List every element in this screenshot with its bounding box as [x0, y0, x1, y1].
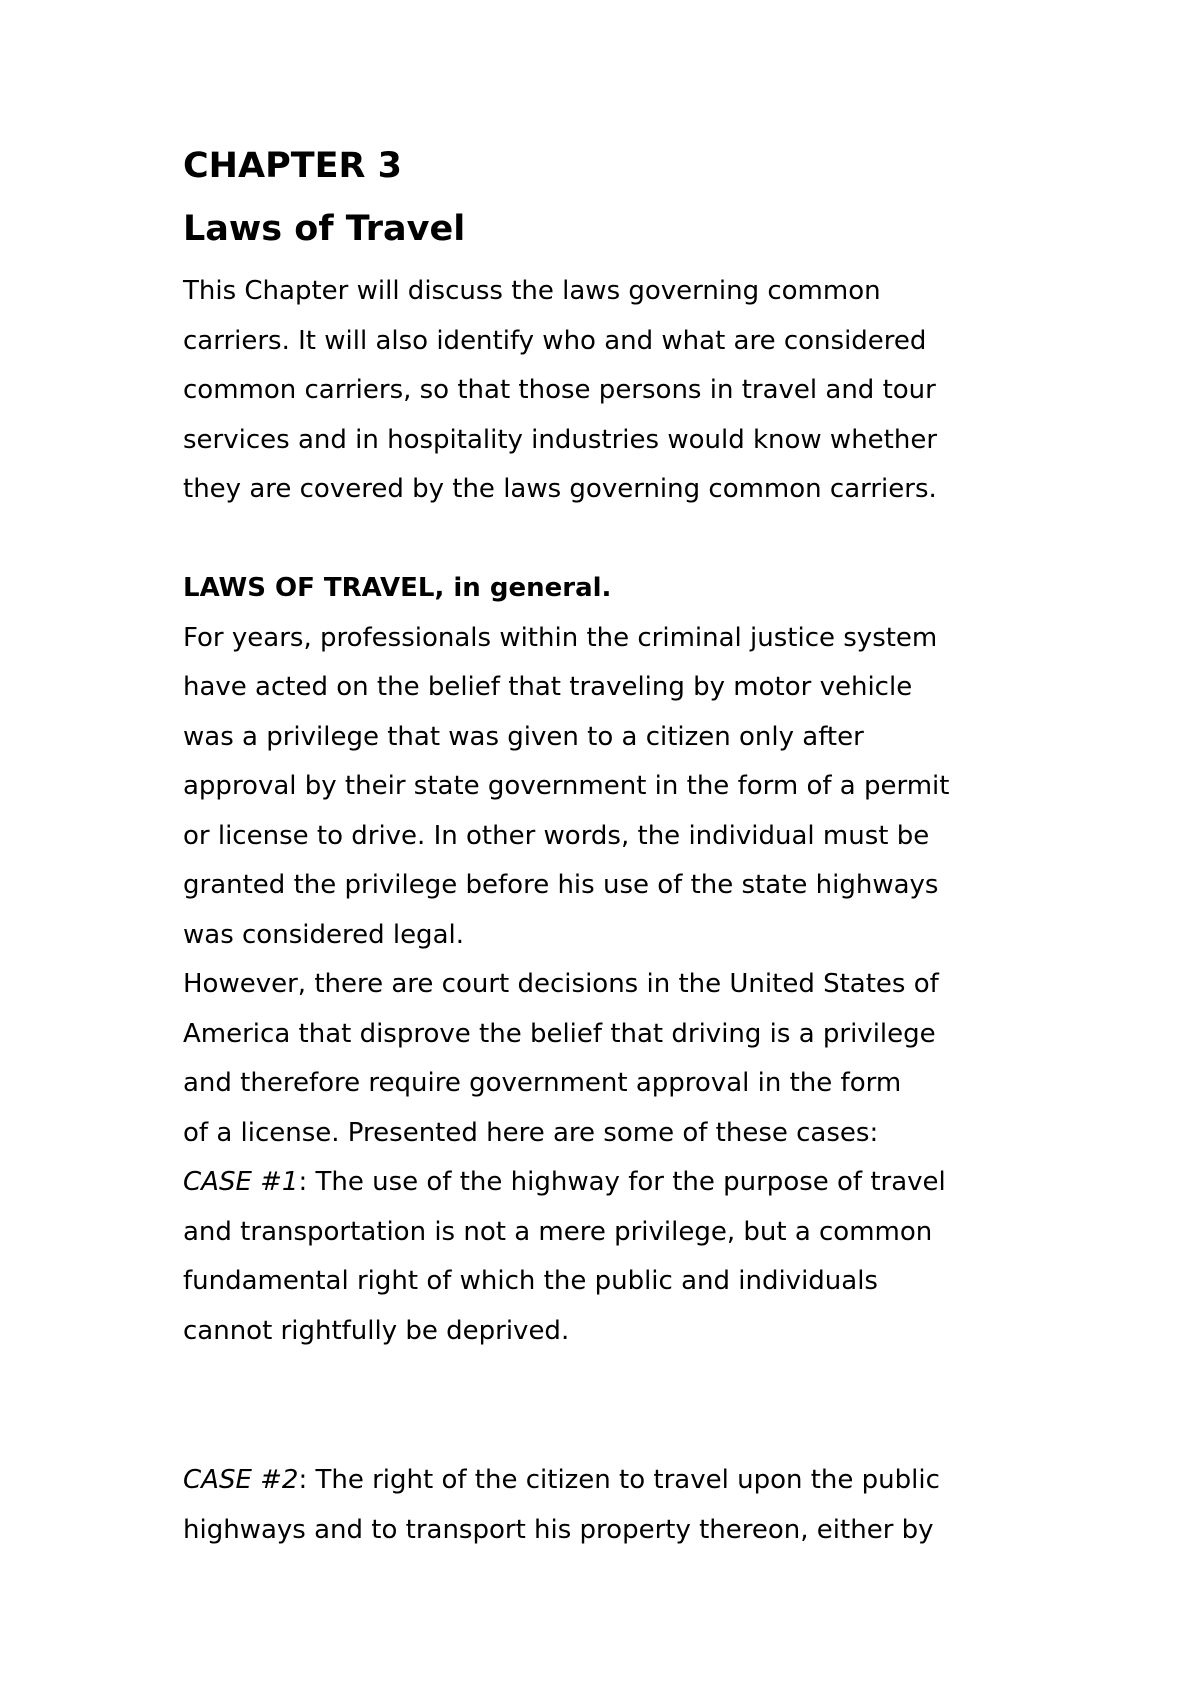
case-2-first-line: [183, 1467, 940, 1493]
body-line: was considered legal.: [183, 920, 464, 950]
intro-line: common carriers, so that those persons in travel and tour: [183, 375, 936, 405]
case-1-label: CASE #1: [183, 1167, 299, 1197]
body-line: and therefore require government approval in the form: [183, 1068, 902, 1098]
body-line: was a privilege that was given to a citizen only after: [183, 722, 864, 752]
section-heading: LAWS OF TRAVEL, in general.: [183, 573, 612, 603]
case-1-line: cannot rightfully be deprived.: [183, 1316, 570, 1346]
body-line: America that disprove the belief that driving is a privilege: [183, 1019, 936, 1049]
case-1-first-line: [183, 1169, 946, 1195]
body-line: have acted on the belief that traveling by motor vehicle: [183, 672, 913, 702]
body-line: approval by their state government in the form of a permit: [183, 771, 950, 801]
case-2-label: CASE #2: [183, 1465, 299, 1495]
case-2-text: : The right of the citizen to travel upon the public: [298, 1465, 940, 1495]
intro-line: they are covered by the laws governing common carriers.: [183, 474, 937, 504]
case-1-line: and transportation is not a mere privilege, but a common: [183, 1217, 933, 1247]
body-line: For years, professionals within the criminal justice system: [183, 623, 938, 653]
case-2-line: highways and to transport his property thereon, either by: [183, 1515, 934, 1545]
body-line: However, there are court decisions in the United States of: [183, 969, 939, 999]
case-1-text: : The use of the highway for the purpose of travel: [298, 1167, 946, 1197]
body-line: of a license. Presented here are some of these cases:: [183, 1118, 879, 1148]
intro-line: services and in hospitality industries would know whether: [183, 425, 938, 455]
body-line: granted the privilege before his use of the state highways: [183, 870, 939, 900]
intro-line: carriers. It will also identify who and what are considered: [183, 326, 927, 356]
chapter-title: Laws of Travel: [183, 209, 466, 249]
body-line: or license to drive. In other words, the individual must be: [183, 821, 930, 851]
intro-line: This Chapter will discuss the laws governing common: [183, 276, 881, 306]
case-1-line: fundamental right of which the public and individuals: [183, 1266, 878, 1296]
chapter-heading: CHAPTER 3: [183, 146, 402, 186]
